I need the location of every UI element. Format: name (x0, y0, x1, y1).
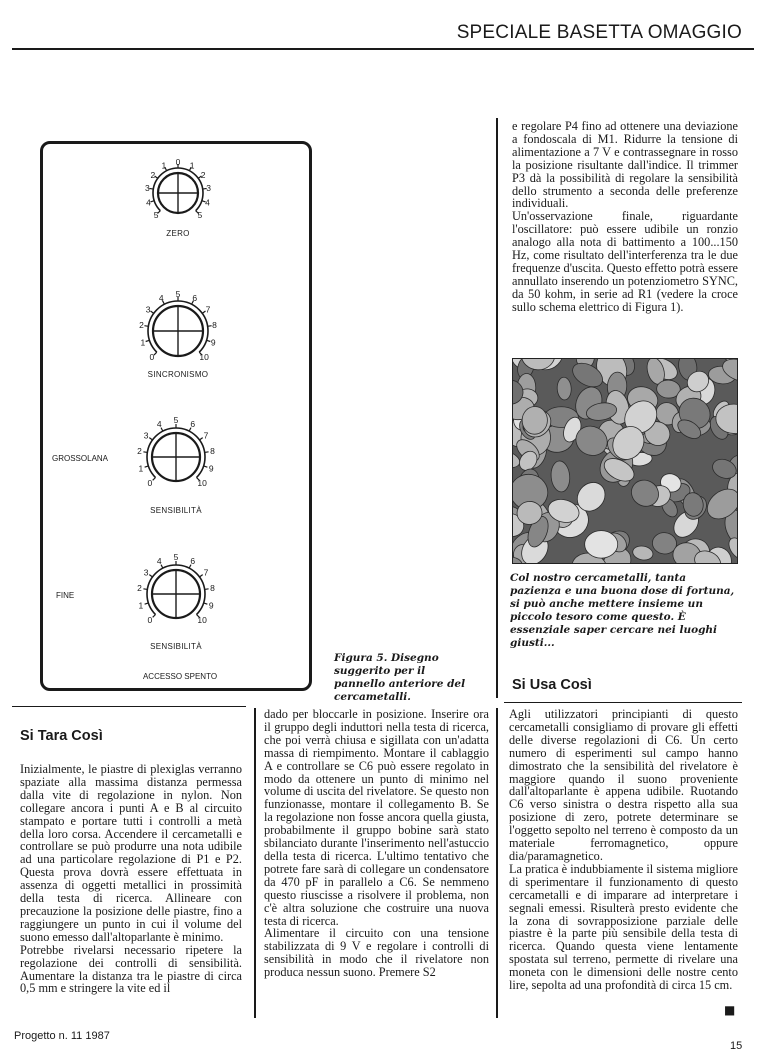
knob-tick (143, 589, 147, 590)
knob-scale-number: 9 (208, 600, 214, 611)
knob-tick (149, 575, 152, 577)
knob-scale-number: 8 (210, 446, 215, 457)
paragraph: Inizialmente, le piastre di plexiglas verranno spaziate alla massima distanza permessa dalla vite di regolazione in nylon. Non collegare ancora i punti A e B al circuito stampato e portare tutti i controlli a metà della loro corsa. Accendere il cercametalli e controllare se può produrre una nota udibile ad una particolare regolazione di P1 e P2. Questa prova dovrà essere effettuata in assenza di oggetti metallici in prossimità della testa di ricerca. Allineare con precauzione la posizione delle piastre, fino a raggiungere un punto in cui il volume del suono emesso dall'altoparlante è minimo. (20, 762, 242, 944)
knob-scale-number: 9 (208, 463, 214, 474)
knob-scale-number: 4 (205, 197, 210, 208)
knob-scale-number: 0 (147, 615, 153, 626)
section-header-title: SPECIALE BASETTA OMAGGIO (456, 22, 742, 43)
knob-scale-number: 8 (212, 320, 217, 331)
knob-label: ZERO (166, 229, 190, 238)
section-title-tara: Si Tara Così (20, 728, 103, 744)
knob-tick (199, 438, 202, 440)
knob-scale-number: 6 (192, 293, 198, 304)
knob-scale-number: 0 (175, 157, 181, 167)
knob-scale-number: 4 (156, 419, 162, 430)
knob-label: SINCRONISMO (147, 370, 209, 379)
section-rule-usa (504, 702, 742, 703)
page-number: 15 (730, 1040, 743, 1052)
knob-scale-number: 5 (153, 209, 159, 220)
knob-scale-number: 7 (205, 304, 211, 315)
knob-scale-number: 4 (156, 556, 162, 567)
knob-scale-number: 1 (161, 160, 167, 171)
knob-tick (144, 326, 148, 327)
knob-tick (143, 452, 147, 453)
knobs-diagram (40, 141, 312, 691)
knob-scale-number: 10 (197, 478, 207, 489)
knob-tick (153, 615, 156, 618)
coin (585, 531, 618, 559)
end-mark: ■ (724, 1003, 736, 1017)
footer-issue: Progetto n. 11 1987 (14, 1030, 110, 1042)
knob-tick (149, 188, 153, 189)
paragraph: Un'osservazione finale, riguardante l'oscillatore: può essere udibile un ronzio analogo alla nota di battimento a 100...150 Hz, come risultato dell'interferenza tra le due frequenze d'uscita. Questo effetto potrà essere annullato inserendo un potenziometro SYNC, da 50 kohm, in serie ad R1 (vedere la croce sullo schema elettrico di Figura 1). (512, 209, 738, 314)
usa-text (509, 708, 738, 992)
section-title-usa: Si Usa Così (512, 677, 592, 693)
photo-caption: Col nostro cercametalli, tanta pazienza e una buona dose di fortuna, si può anche mettere insieme un piccolo tesoro come questo. È essenziale saper cercare nei luoghi giusti... (510, 572, 735, 649)
knob-scale-number: 3 (145, 304, 151, 315)
knob-tick (205, 452, 209, 453)
knob-scale-number: 10 (197, 615, 207, 626)
knob-scale-number: 2 (200, 169, 206, 180)
knob-scale-number: 3 (143, 567, 149, 578)
knob-scale-number: 2 (137, 446, 142, 457)
knob-scale-number: 10 (199, 352, 209, 363)
knob-scale-number: 3 (143, 430, 149, 441)
knob-scale-number: 7 (203, 430, 209, 441)
coins-photo (512, 358, 738, 564)
knob-scale-number: 2 (150, 169, 156, 180)
knob-scale-number: 4 (146, 197, 151, 208)
knob-scale-number: 3 (145, 183, 150, 194)
knob-scale-number: 1 (140, 337, 146, 348)
knob-scale-number: 3 (206, 183, 211, 194)
knob-scale-number: 1 (189, 160, 195, 171)
knob-scale-number: 2 (139, 320, 144, 331)
knob-scale-number: 0 (147, 478, 153, 489)
paragraph: La pratica è indubbiamente il sistema migliore di sperimentare il funzionamento di questo cercametalli e di imparare ad interpretare i segnali emessi. Risulterà presto evidente che la zona di sovrapposizione parziale delle piastre è la parte più sensibile della testa di ricerca. Quando questa viene lentamente spostata sul terreno, permette di rivelare una moneta con le dimensioni delle nostre cento lire, sepolta ad una profondità di circa 15 cm. (509, 861, 738, 993)
knob-scale-number: 6 (190, 419, 196, 430)
knob-scale-number: 2 (137, 583, 142, 594)
knob-tick (150, 311, 153, 313)
knob-tick (150, 201, 154, 202)
paragraph: Alimentare il circuito con una tensione stabilizzata di 9 V e regolare i controlli di sensibilità in modo che il rivelatore non produca nessun suono. Premere S2 (264, 926, 489, 980)
knob-scale-number: 0 (149, 352, 155, 363)
knob-scale-number: 5 (175, 289, 181, 299)
knob-side-label: GROSSOLANA (52, 454, 109, 463)
paragraph: dado per bloccarle in posizione. Inserire ora il gruppo degli induttori nella testa di ricerca, che poi verrà chiusa e sigillata con un'adatta massa di riempimento. Montare il cablaggio A e controllare se C6 può essere regolato in modo da ottenere un punto di minimo nel volume di uscita del rivelatore. Se questo non funzionasse, montare il collegamento B. Se la regolazione non fosse ancora quella giusta, probabilmente il gruppo bobine sarà stato sbilanciato durante l'inserimento nell'astuccio della testa di ricerca. L'ultimo tentativo che potrete fare sarà di collegare un condensatore da 470 pF in parallelo a C6. Se nemmeno questo riuscisse a risolvere il problema, non c'è altra soluzione che costruire una nuova testa di ricerca. (264, 707, 489, 928)
paragraph: e regolare P4 fino ad ottenere una deviazione a fondoscala di M1. Ridurre la tensione di alimentazione a 7 V e contrassegnare in rosso la posizione risultante dall'indice. Il trimmer P3 dà la possibilità di regolare la sensibilità dello strumento a seconda delle preferenze individuali. (512, 119, 738, 211)
column-rule-lower-2 (496, 708, 498, 1018)
knob-label: SENSIBILITÀ (150, 506, 202, 515)
knob-scale-number: 1 (138, 463, 144, 474)
column-rule-lower-1 (254, 708, 256, 1018)
knob-scale-number: 1 (138, 600, 144, 611)
tara-text-col1 (20, 763, 242, 995)
panel-bottom-label: ACCESSO SPENTO (142, 672, 218, 681)
knob-tick (154, 352, 157, 355)
knob-tick (149, 438, 152, 440)
knob-scale-number: 7 (203, 567, 209, 578)
knob-scale-number: 9 (210, 337, 216, 348)
coin (522, 406, 548, 435)
knob-tick (208, 326, 212, 327)
paragraph: Agli utilizzatori principianti di questo cercametalli consigliamo di provare gli effetti delle diverse regolazioni di C6. Un certo numero di esperimenti sul campo hanno dimostrato che la sensibilità del rivelatore è maggiore quando il suono proveniente dall'altoparlante è appena udibile. Ruotando C6 verso sinistra o destra rispetto alla sua posizione di zero, potrete determinare se l'oggetto sepolto nel terreno è composto da un materiale ferromagnetico, oppure dia/paramagnetico. (509, 707, 738, 863)
knob-tick (199, 575, 202, 577)
right-top-text (512, 120, 738, 314)
knob-label: SENSIBILITÀ (150, 642, 202, 651)
column-rule-right (496, 118, 498, 698)
header-rule (12, 48, 754, 50)
knob-scale-number: 6 (190, 556, 196, 567)
knob-scale-number: 4 (158, 293, 164, 304)
knob-tick (205, 589, 209, 590)
knob-scale-number: 5 (173, 552, 179, 562)
paragraph: Potrebbe rivelarsi necessario ripetere la regolazione dei controlli di sensibilità. Aumentare la distanza tra le piastre di circa 0,5 mm e stringere la vite ed il (20, 942, 242, 996)
knob-scale-number: 8 (210, 583, 215, 594)
tara-text-col2 (264, 708, 489, 979)
figure-caption: Figura 5. Disegno suggerito per il pannello anteriore del cercametalli. (334, 652, 466, 703)
section-rule-tara-top (12, 706, 246, 707)
knob-side-label: FINE (56, 591, 75, 600)
coins-image (513, 359, 738, 564)
knob-tick (153, 478, 156, 481)
knob-scale-number: 5 (173, 415, 179, 425)
knob-scale-number: 5 (197, 209, 203, 220)
